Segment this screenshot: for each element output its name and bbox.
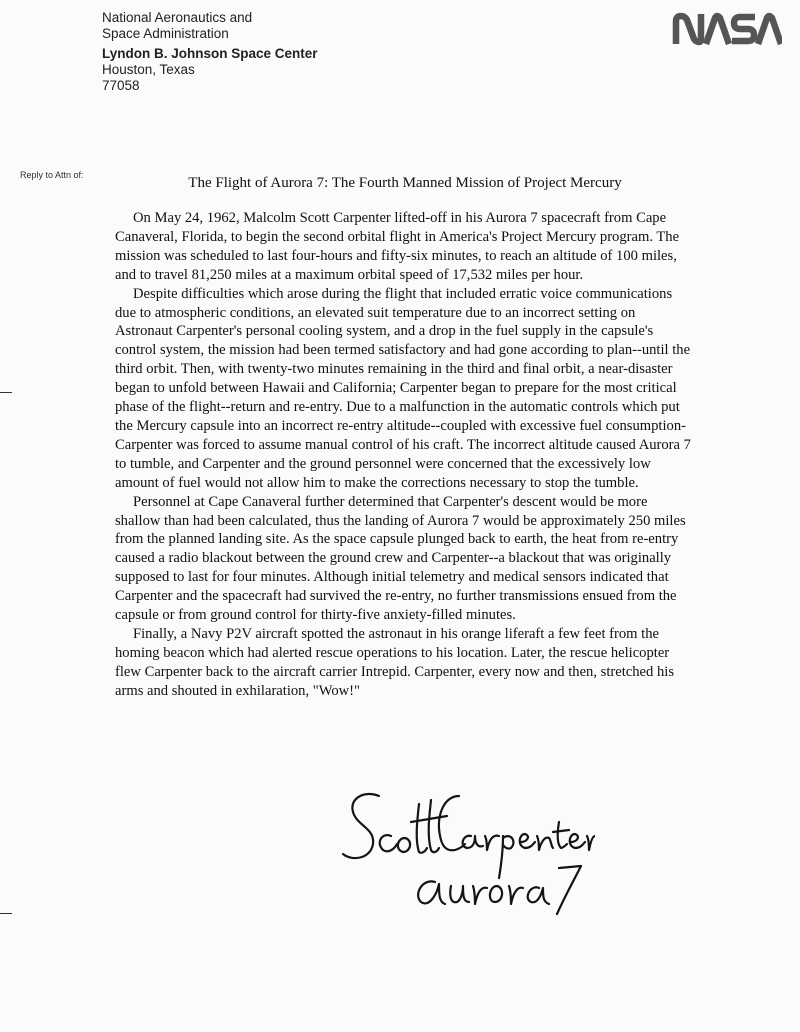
org-name-line1: National Aeronautics and	[102, 10, 253, 25]
nasa-logotype	[672, 11, 782, 47]
paragraph-descent: Personnel at Cape Canaveral further determined that Carpenter's descent would be more shallow than had been calculated, thus the landing of Aurora 7 would be approximately 250 miles from the planned landing site. As the space capsule plunged back to earth, the heat from re-entry caused a radio blackout between the ground crew and Carpenter--a blackout that was originally supposed to last for four minutes. Although initial telemetry and medical sensors indicated that Carpenter and the spacecraft had survived the re-entry, no further transmissions ensued from the capsule or from ground control for thirty-five anxiety-filled minutes.	[115, 493, 686, 624]
letter-body	[115, 209, 693, 701]
reply-to-attn-label: Reply to Attn of:	[20, 170, 84, 180]
center-zip: 77058	[102, 78, 140, 93]
paragraph-launch: On May 24, 1962, Malcolm Scott Carpenter lifted-off in his Aurora 7 spacecraft from Cape Canaveral, Florida, to begin the second orbital flight in America's Project Mercury program. The mission was scheduled to last four-hours and fifty-six minutes, to reach an altitude of 100 miles, and to travel 81,250 miles at a maximum orbital speed of 17,532 miles per hour.	[115, 210, 680, 283]
letterhead	[102, 10, 318, 94]
handwritten-signature	[335, 782, 595, 922]
paragraph-difficulties: Despite difficulties which arose during the flight that included erratic voice communications due to atmospheric conditions, an elevated suit temperature due to an incorrect setting on Astronaut Carpenter's personal cooling system, and a drop in the fuel supply in the capsule's control system, the mission had been termed satisfactory and had gone according to plan--until the third orbit. Then, with twenty-two minutes remaining in the third and final orbit, a near-disaster began to unfold between Hawaii and California; Carpenter began to prepare for the most critical phase of the flight--return and re-entry. Due to a malfunction in the automatic controls which put the Mercury capsule into an incorrect re-entry altitude--coupled with excessive fuel consumption- Carpenter was forced to assume manual control of his craft. The incorrect altitude caused Aurora 7 to tumble, and Carpenter and the ground personnel were concerned that the excessively low amount of fuel would not allow him to make the corrections necessary to stop the tumble.	[115, 285, 691, 491]
document-title: The Flight of Aurora 7: The Fourth Manned Mission of Project Mercury	[188, 175, 622, 191]
fold-mark-lower	[0, 913, 12, 914]
center-city: Houston, Texas	[102, 62, 195, 77]
org-name-line2: Space Administration	[102, 26, 229, 41]
fold-mark-upper	[0, 392, 12, 393]
center-name: Lyndon B. Johnson Space Center	[102, 46, 318, 61]
signature-drawing	[335, 782, 595, 922]
nasa-logo	[672, 11, 782, 47]
paragraph-rescue: Finally, a Navy P2V aircraft spotted the astronaut in his orange liferaft a few feet from the homing beacon which had alerted rescue operations to his location. Later, the rescue helicopter flew Carpenter back to the aircraft carrier Intrepid. Carpenter, every now and then, stretched his arms and shouted in exhilaration, "Wow!"	[115, 625, 674, 699]
